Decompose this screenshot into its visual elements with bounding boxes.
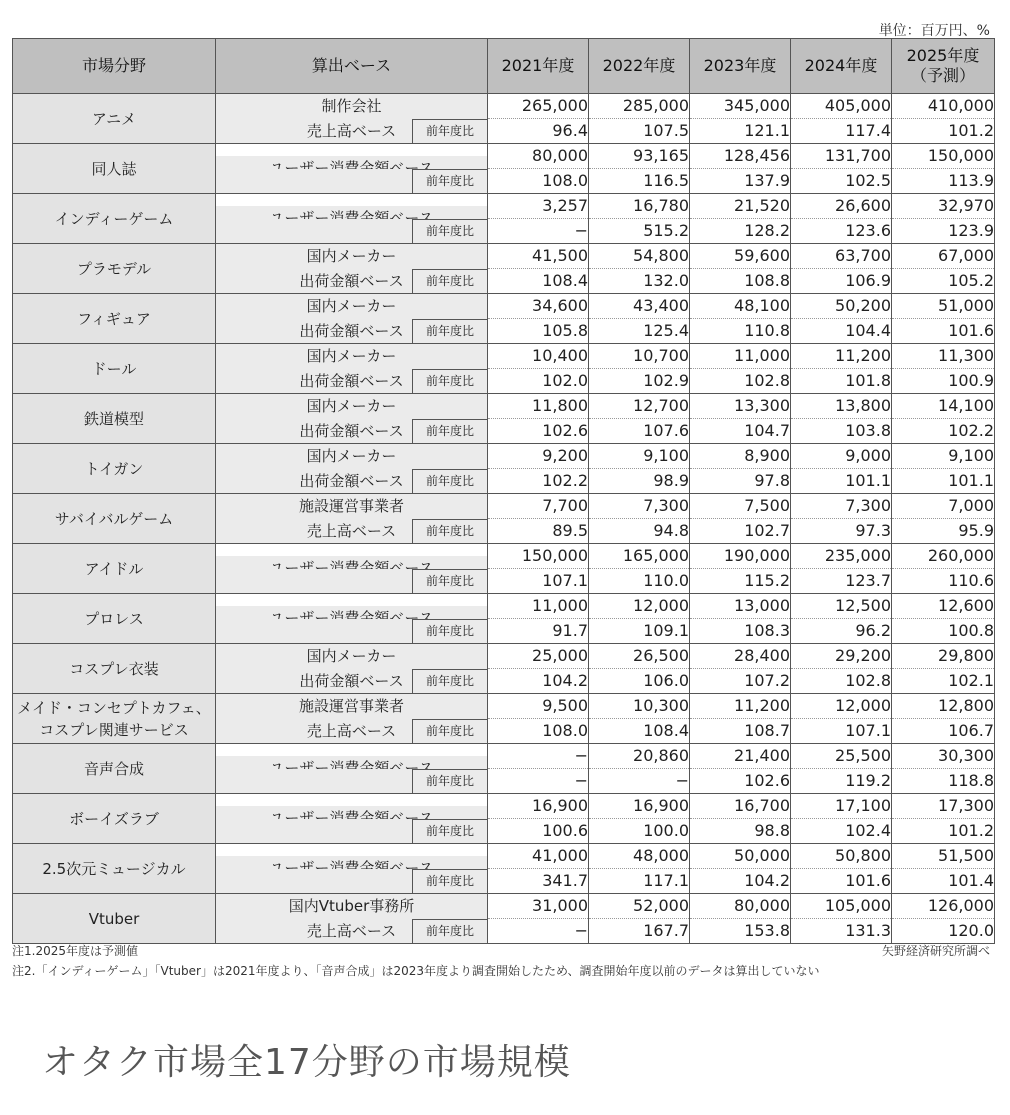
calc-base-cell [216, 469, 488, 494]
yoy-cell: 125.4 [589, 319, 690, 344]
value-cell: 52,000 [589, 894, 690, 919]
yoy-cell: 515.2 [589, 219, 690, 244]
yoy-cell: − [589, 769, 690, 794]
yoy-cell: 105.8 [488, 319, 589, 344]
yoy-cell: 98.9 [589, 469, 690, 494]
col-header: 2023年度 [690, 39, 791, 94]
value-cell: 25,500 [791, 744, 892, 769]
yoy-cell: 101.4 [892, 869, 995, 894]
table-row [13, 594, 995, 619]
yoy-cell: 101.2 [892, 119, 995, 144]
table-row [13, 894, 995, 919]
yoy-cell: 119.2 [791, 769, 892, 794]
value-cell: 59,600 [690, 244, 791, 269]
value-cell: 285,000 [589, 94, 690, 119]
calc-base-line2: 売上高ベース [306, 721, 397, 740]
yoy-cell: 123.7 [791, 569, 892, 594]
market-table [12, 38, 995, 944]
value-cell: 32,970 [892, 194, 995, 219]
yoy-cell: 108.7 [690, 719, 791, 744]
value-cell: 345,000 [690, 94, 791, 119]
yoy-cell: 110.8 [690, 319, 791, 344]
yoy-cell: 98.8 [690, 819, 791, 844]
yoy-cell: 95.9 [892, 519, 995, 544]
market-field: サバイバルゲーム [13, 494, 216, 544]
value-cell: 80,000 [488, 144, 589, 169]
calc-base-cell [216, 319, 488, 344]
yoy-cell: − [488, 219, 589, 244]
value-cell: 9,100 [892, 444, 995, 469]
value-cell: 150,000 [892, 144, 995, 169]
calc-base-cell [216, 269, 488, 294]
yoy-cell: 167.7 [589, 919, 690, 944]
market-field: インディーゲーム [13, 194, 216, 244]
value-cell: 9,500 [488, 694, 589, 719]
value-cell: 9,100 [589, 444, 690, 469]
table-row [13, 194, 995, 219]
table-row [13, 844, 995, 869]
yoy-label: 前年度比 [412, 569, 487, 594]
yoy-cell: 102.1 [892, 669, 995, 694]
yoy-cell: 123.9 [892, 219, 995, 244]
value-cell: 9,200 [488, 444, 589, 469]
table-row [13, 544, 995, 569]
calc-base-cell [216, 619, 488, 644]
yoy-cell: 102.9 [589, 369, 690, 394]
value-cell: 14,100 [892, 394, 995, 419]
yoy-label: 前年度比 [412, 719, 487, 744]
table-row [13, 744, 995, 769]
yoy-cell: 102.5 [791, 169, 892, 194]
value-cell: 12,600 [892, 594, 995, 619]
calc-base-line2: 出荷金額ベース [299, 421, 404, 440]
market-field: ボーイズラブ [13, 794, 216, 844]
value-cell: 50,800 [791, 844, 892, 869]
col-header: 2022年度 [589, 39, 690, 94]
market-field: トイガン [13, 444, 216, 494]
value-cell: 16,780 [589, 194, 690, 219]
calc-base: 国内メーカー [216, 294, 488, 319]
yoy-cell: 118.8 [892, 769, 995, 794]
yoy-cell: 153.8 [690, 919, 791, 944]
value-cell: 7,300 [791, 494, 892, 519]
value-cell: 63,700 [791, 244, 892, 269]
yoy-cell: 102.7 [690, 519, 791, 544]
yoy-cell: 102.8 [690, 369, 791, 394]
yoy-cell: 97.8 [690, 469, 791, 494]
table-row [13, 294, 995, 319]
page-caption: オタク市場全17分野の市場規模 [42, 1042, 571, 1083]
yoy-cell: 104.2 [690, 869, 791, 894]
value-cell: 17,100 [791, 794, 892, 819]
col-header: 2025年度 （予測） [892, 39, 995, 94]
calc-base-line2: 出荷金額ベース [299, 671, 404, 690]
value-cell: 16,900 [589, 794, 690, 819]
yoy-cell: 101.1 [892, 469, 995, 494]
calc-base-line2: 出荷金額ベース [299, 471, 404, 490]
yoy-cell: 115.2 [690, 569, 791, 594]
calc-base-line2: 出荷金額ベース [299, 321, 404, 340]
yoy-label: 前年度比 [412, 369, 487, 394]
yoy-cell: 117.4 [791, 119, 892, 144]
yoy-cell: 131.3 [791, 919, 892, 944]
value-cell: 150,000 [488, 544, 589, 569]
yoy-cell: 102.4 [791, 819, 892, 844]
value-cell: 131,700 [791, 144, 892, 169]
calc-base-cell [216, 519, 488, 544]
value-cell: 3,257 [488, 194, 589, 219]
table-row [13, 244, 995, 269]
yoy-label: 前年度比 [412, 619, 487, 644]
calc-base-line2: 出荷金額ベース [299, 371, 404, 390]
yoy-cell: 123.6 [791, 219, 892, 244]
value-cell: 48,000 [589, 844, 690, 869]
value-cell: 13,800 [791, 394, 892, 419]
calc-base: 国内メーカー [216, 394, 488, 419]
yoy-cell: 113.9 [892, 169, 995, 194]
col-header: 市場分野 [13, 39, 216, 94]
value-cell: 21,400 [690, 744, 791, 769]
yoy-cell: 97.3 [791, 519, 892, 544]
value-cell: 126,000 [892, 894, 995, 919]
value-cell: 410,000 [892, 94, 995, 119]
value-cell: 51,000 [892, 294, 995, 319]
unit-label: 単位：百万円、% [878, 23, 990, 39]
value-cell: 11,300 [892, 344, 995, 369]
value-cell: 11,000 [488, 594, 589, 619]
calc-base: 施設運営事業者 [216, 694, 488, 719]
calc-base: 制作会社 [216, 94, 488, 119]
yoy-cell: 103.8 [791, 419, 892, 444]
yoy-cell: 100.0 [589, 819, 690, 844]
value-cell: 29,800 [892, 644, 995, 669]
value-cell: 12,000 [589, 594, 690, 619]
yoy-cell: 91.7 [488, 619, 589, 644]
yoy-cell: 104.4 [791, 319, 892, 344]
value-cell: 10,400 [488, 344, 589, 369]
calc-base-cell [216, 869, 488, 894]
calc-base: 国内Vtuber事務所 [216, 894, 488, 919]
yoy-cell: 121.1 [690, 119, 791, 144]
yoy-label: 前年度比 [412, 169, 487, 194]
yoy-cell: 106.9 [791, 269, 892, 294]
market-field: コスプレ衣装 [13, 644, 216, 694]
table-row [13, 444, 995, 469]
value-cell: 16,900 [488, 794, 589, 819]
yoy-cell: 102.6 [488, 419, 589, 444]
value-cell: 41,500 [488, 244, 589, 269]
market-field: ドール [13, 344, 216, 394]
yoy-cell: 104.2 [488, 669, 589, 694]
calc-base-cell [216, 769, 488, 794]
calc-base: 国内メーカー [216, 244, 488, 269]
yoy-cell: 105.2 [892, 269, 995, 294]
value-cell: 7,500 [690, 494, 791, 519]
value-cell: 26,600 [791, 194, 892, 219]
yoy-cell: 102.0 [488, 369, 589, 394]
value-cell: 260,000 [892, 544, 995, 569]
yoy-cell: 107.1 [488, 569, 589, 594]
yoy-cell: 110.0 [589, 569, 690, 594]
value-cell: 7,000 [892, 494, 995, 519]
yoy-cell: 116.5 [589, 169, 690, 194]
value-cell: 11,200 [690, 694, 791, 719]
calc-base-line2: 売上高ベース [306, 521, 397, 540]
table-row [13, 94, 995, 119]
value-cell: − [488, 744, 589, 769]
yoy-cell: 108.0 [488, 719, 589, 744]
yoy-cell: 108.3 [690, 619, 791, 644]
calc-base: 施設運営事業者 [216, 494, 488, 519]
yoy-label: 前年度比 [412, 319, 487, 344]
calc-base-cell [216, 419, 488, 444]
value-cell: 48,100 [690, 294, 791, 319]
market-field: フィギュア [13, 294, 216, 344]
value-cell: 26,500 [589, 644, 690, 669]
market-field: 鉄道模型 [13, 394, 216, 444]
yoy-cell: 102.2 [892, 419, 995, 444]
yoy-cell: 101.6 [892, 319, 995, 344]
market-field: 2.5次元ミュージカル [13, 844, 216, 894]
table-row [13, 394, 995, 419]
yoy-cell: 96.2 [791, 619, 892, 644]
yoy-cell: 137.9 [690, 169, 791, 194]
calc-base-line2: 売上高ベース [306, 921, 397, 940]
yoy-cell: 100.9 [892, 369, 995, 394]
value-cell: 12,000 [791, 694, 892, 719]
market-field: プラモデル [13, 244, 216, 294]
yoy-cell: 107.2 [690, 669, 791, 694]
yoy-label: 前年度比 [412, 519, 487, 544]
value-cell: 9,000 [791, 444, 892, 469]
yoy-cell: 108.0 [488, 169, 589, 194]
calc-base-cell [216, 919, 488, 944]
note-1: 注1.2025年度は予測値 [12, 944, 138, 958]
market-field: 同人誌 [13, 144, 216, 194]
value-cell: 190,000 [690, 544, 791, 569]
value-cell: 13,000 [690, 594, 791, 619]
yoy-label: 前年度比 [412, 769, 487, 794]
yoy-label: 前年度比 [412, 869, 487, 894]
value-cell: 11,200 [791, 344, 892, 369]
table-row [13, 694, 995, 719]
market-field: アイドル [13, 544, 216, 594]
yoy-cell: − [488, 769, 589, 794]
yoy-cell: 101.1 [791, 469, 892, 494]
calc-base-cell [216, 169, 488, 194]
table-row [13, 794, 995, 819]
yoy-cell: 101.6 [791, 869, 892, 894]
yoy-cell: 106.0 [589, 669, 690, 694]
value-cell: 50,000 [690, 844, 791, 869]
value-cell: 93,165 [589, 144, 690, 169]
table-row [13, 644, 995, 669]
value-cell: 16,700 [690, 794, 791, 819]
value-cell: 10,300 [589, 694, 690, 719]
calc-base-cell [216, 819, 488, 844]
value-cell: 11,000 [690, 344, 791, 369]
value-cell: 41,000 [488, 844, 589, 869]
value-cell: 12,800 [892, 694, 995, 719]
value-cell: 25,000 [488, 644, 589, 669]
calc-base-cell [216, 669, 488, 694]
calc-base-line2: 売上高ベース [306, 121, 397, 140]
yoy-cell: 107.1 [791, 719, 892, 744]
yoy-cell: 101.8 [791, 369, 892, 394]
note-2: 注2.「インディーゲーム」「Vtuber」は2021年度より、「音声合成」は2023年度より調査開始したため、調査開始年度以前のデータは算出していない [12, 964, 820, 978]
value-cell: 43,400 [589, 294, 690, 319]
value-cell: 17,300 [892, 794, 995, 819]
calc-base: 国内メーカー [216, 644, 488, 669]
value-cell: 29,200 [791, 644, 892, 669]
value-cell: 28,400 [690, 644, 791, 669]
calc-base: 国内メーカー [216, 444, 488, 469]
value-cell: 34,600 [488, 294, 589, 319]
table-row [13, 144, 995, 169]
value-cell: 8,900 [690, 444, 791, 469]
value-cell: 165,000 [589, 544, 690, 569]
table-row [13, 494, 995, 519]
value-cell: 80,000 [690, 894, 791, 919]
yoy-label: 前年度比 [412, 469, 487, 494]
value-cell: 12,700 [589, 394, 690, 419]
yoy-cell: 341.7 [488, 869, 589, 894]
yoy-cell: − [488, 919, 589, 944]
yoy-cell: 94.8 [589, 519, 690, 544]
yoy-label: 前年度比 [412, 269, 487, 294]
yoy-cell: 110.6 [892, 569, 995, 594]
market-field: アニメ [13, 94, 216, 144]
header-row [13, 39, 995, 94]
yoy-label: 前年度比 [412, 819, 487, 844]
value-cell: 50,200 [791, 294, 892, 319]
col-header: 算出ベース [216, 39, 488, 94]
yoy-cell: 102.2 [488, 469, 589, 494]
yoy-label: 前年度比 [412, 669, 487, 694]
calc-base: 国内メーカー [216, 344, 488, 369]
yoy-cell: 109.1 [589, 619, 690, 644]
yoy-cell: 108.4 [488, 269, 589, 294]
col-header: 2021年度 [488, 39, 589, 94]
yoy-label: 前年度比 [412, 219, 487, 244]
value-cell: 7,700 [488, 494, 589, 519]
calc-base-cell [216, 719, 488, 744]
yoy-cell: 100.8 [892, 619, 995, 644]
yoy-cell: 108.8 [690, 269, 791, 294]
value-cell: 31,000 [488, 894, 589, 919]
value-cell: 128,456 [690, 144, 791, 169]
calc-base-line2: 出荷金額ベース [299, 271, 404, 290]
value-cell: 20,860 [589, 744, 690, 769]
value-cell: 11,800 [488, 394, 589, 419]
yoy-label: 前年度比 [412, 119, 487, 144]
yoy-label: 前年度比 [412, 919, 487, 944]
yoy-label: 前年度比 [412, 419, 487, 444]
col-header: 2024年度 [791, 39, 892, 94]
yoy-cell: 106.7 [892, 719, 995, 744]
value-cell: 10,700 [589, 344, 690, 369]
value-cell: 21,520 [690, 194, 791, 219]
yoy-cell: 128.2 [690, 219, 791, 244]
calc-base-cell [216, 569, 488, 594]
value-cell: 54,800 [589, 244, 690, 269]
value-cell: 405,000 [791, 94, 892, 119]
yoy-cell: 89.5 [488, 519, 589, 544]
value-cell: 7,300 [589, 494, 690, 519]
yoy-cell: 102.6 [690, 769, 791, 794]
value-cell: 67,000 [892, 244, 995, 269]
yoy-cell: 96.4 [488, 119, 589, 144]
yoy-cell: 104.7 [690, 419, 791, 444]
source-credit: 矢野経済研究所調べ [881, 944, 990, 958]
yoy-cell: 120.0 [892, 919, 995, 944]
market-field: 音声合成 [13, 744, 216, 794]
market-field: プロレス [13, 594, 216, 644]
value-cell: 30,300 [892, 744, 995, 769]
yoy-cell: 100.6 [488, 819, 589, 844]
value-cell: 105,000 [791, 894, 892, 919]
market-field: メイド・コンセプトカフェ、 コスプレ関連サービス [13, 694, 216, 744]
yoy-cell: 107.5 [589, 119, 690, 144]
calc-base-cell [216, 119, 488, 144]
yoy-cell: 107.6 [589, 419, 690, 444]
value-cell: 12,500 [791, 594, 892, 619]
value-cell: 235,000 [791, 544, 892, 569]
table-row [13, 344, 995, 369]
yoy-cell: 101.2 [892, 819, 995, 844]
value-cell: 51,500 [892, 844, 995, 869]
value-cell: 265,000 [488, 94, 589, 119]
yoy-cell: 108.4 [589, 719, 690, 744]
yoy-cell: 117.1 [589, 869, 690, 894]
yoy-cell: 132.0 [589, 269, 690, 294]
calc-base-cell [216, 219, 488, 244]
value-cell: 13,300 [690, 394, 791, 419]
calc-base-cell [216, 369, 488, 394]
market-field: Vtuber [13, 894, 216, 944]
yoy-cell: 102.8 [791, 669, 892, 694]
